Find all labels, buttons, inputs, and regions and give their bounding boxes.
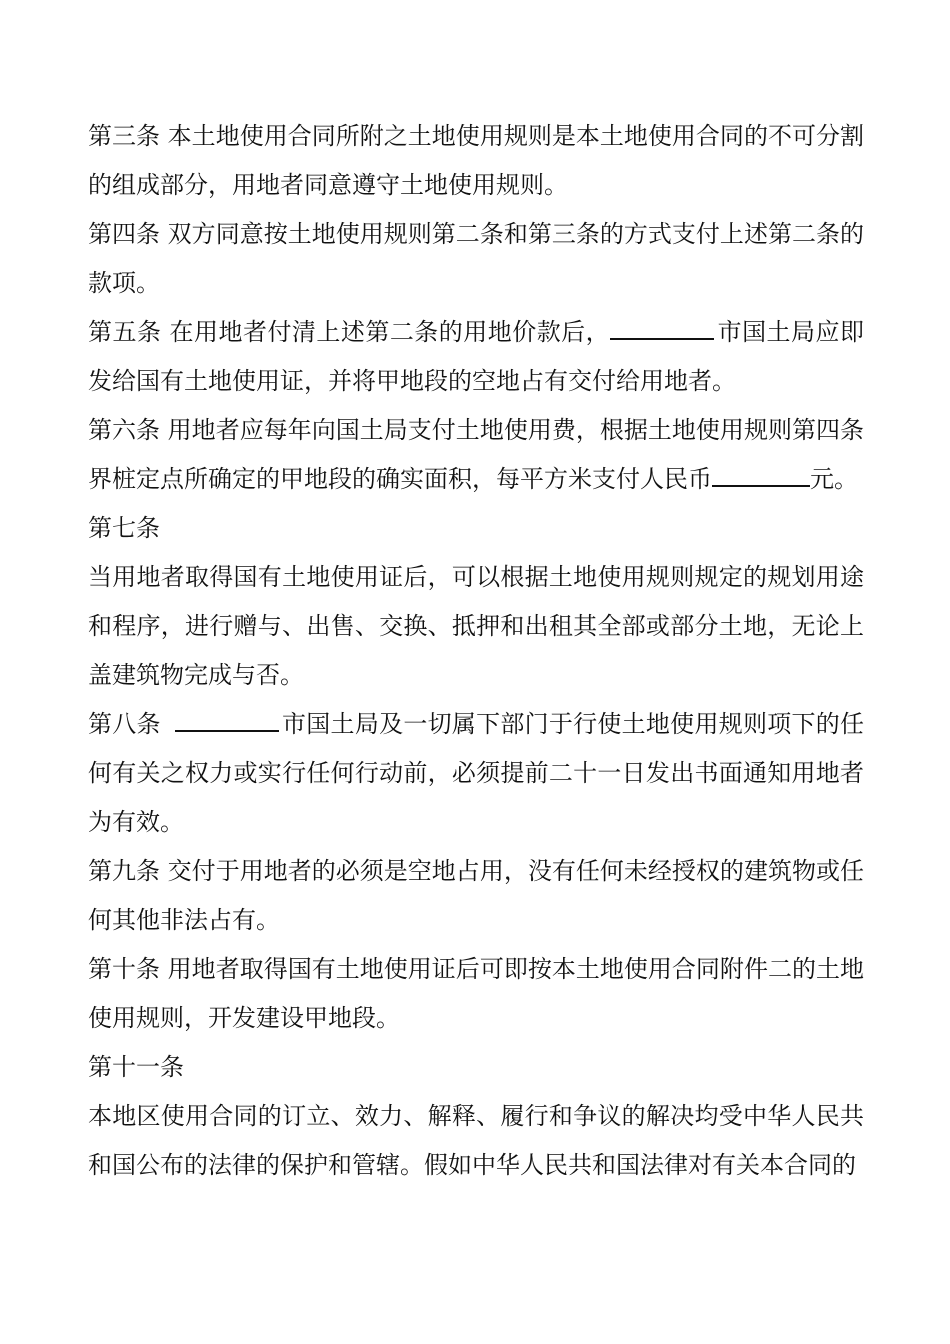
article-9-text: 第九条 交付于用地者的必须是空地占用，没有任何未经授权的建筑物或任何其他非法占有。 — [88, 857, 864, 934]
article-9 — [88, 847, 864, 945]
article-5 — [88, 308, 864, 406]
article-6-text-before: 第六条 用地者应每年向国土局支付土地使用费，根据土地使用规则第四条界桩定点所确定的甲地段的确实面积，每平方米支付人民币 — [88, 416, 864, 493]
article-5-text-after: 市国土局应即发给国有土地使用证，并将甲地段的空地占有交付给用地者。 — [88, 318, 864, 395]
article-8-text-after: 市国土局及一切属下部门于行使土地使用规则项下的任何有关之权力或实行任何行动前，必须提前二十一日发出书面通知用地者为有效。 — [88, 710, 865, 836]
article-7-heading-text: 第七条 — [88, 514, 160, 542]
article-11-heading-text: 第十一条 — [88, 1053, 184, 1081]
article-3-text: 第三条 本土地使用合同所附之土地使用规则是本土地使用合同的不可分割的组成部分，用地者同意遵守土地使用规则。 — [88, 122, 864, 199]
article-7-body — [88, 553, 864, 700]
article-7-body-text: 当用地者取得国有土地使用证后，可以根据土地使用规则规定的规划用途和程序，进行赠与、出售、交换、抵押和出租其全部或部分土地，无论上盖建筑物完成与否。 — [88, 563, 864, 689]
fee-amount-blank — [712, 463, 810, 487]
article-11-body — [88, 1092, 864, 1190]
article-6 — [88, 406, 864, 504]
article-7-heading — [88, 504, 864, 553]
article-4-text: 第四条 双方同意按土地使用规则第二条和第三条的方式支付上述第二条的款项。 — [88, 220, 864, 297]
article-3 — [88, 112, 864, 210]
article-6-text-after: 元。 — [810, 465, 858, 493]
article-11-body-text: 本地区使用合同的订立、效力、解释、履行和争议的解决均受中华人民共和国公布的法律的保护和管辖。假如中华人民共和国法律对有关本合同的 — [88, 1102, 864, 1179]
article-8 — [88, 700, 864, 847]
article-10 — [88, 945, 864, 1043]
article-4 — [88, 210, 864, 308]
article-11-heading — [88, 1043, 864, 1092]
article-5-text-before: 第五条 在用地者付清上述第二条的用地价款后， — [88, 318, 611, 346]
contract-body — [88, 112, 864, 1190]
city-name-blank-2 — [175, 708, 279, 732]
article-8-label: 第八条 — [88, 710, 161, 738]
article-10-text: 第十条 用地者取得国有土地使用证后可即按本土地使用合同附件二的土地使用规则，开发建设甲地段。 — [88, 955, 864, 1032]
city-name-blank — [610, 316, 714, 340]
